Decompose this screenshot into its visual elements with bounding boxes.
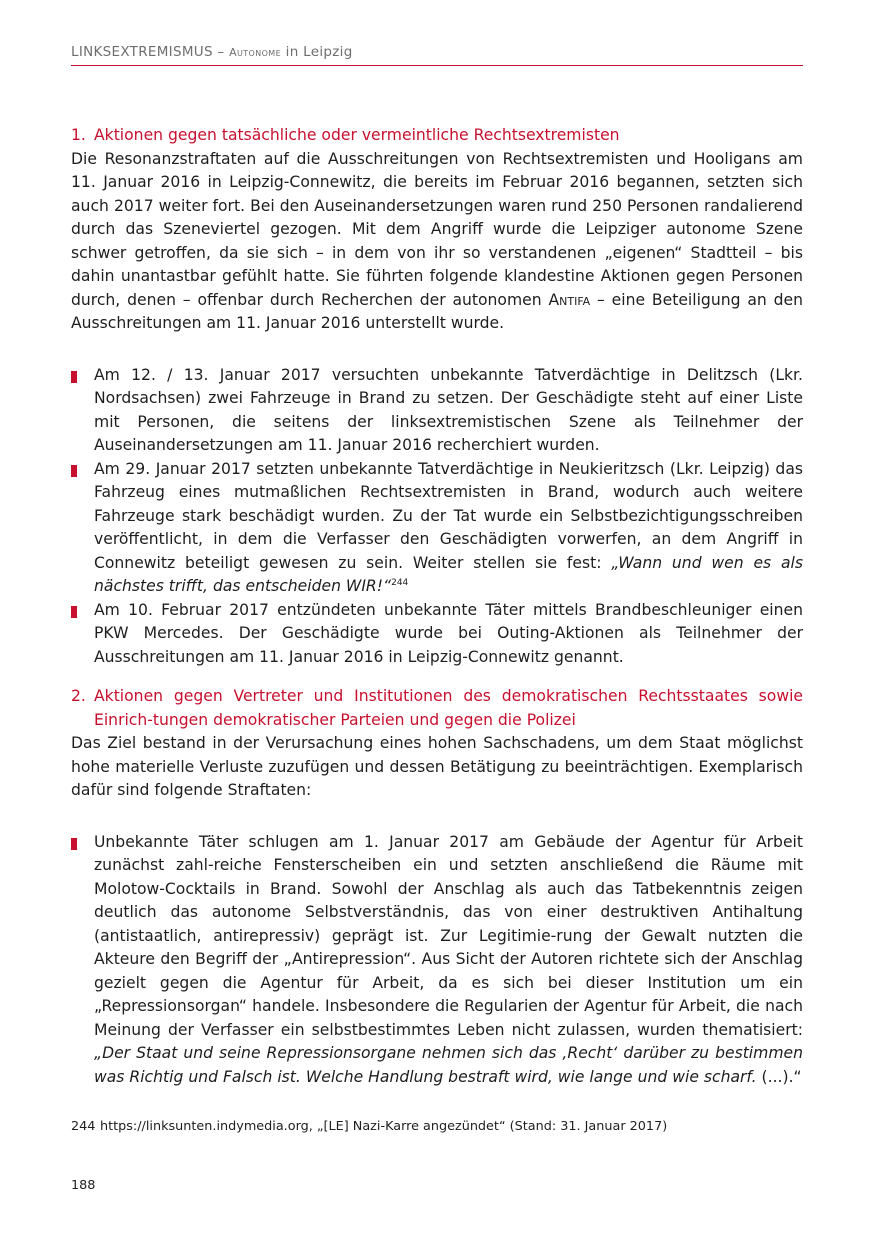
section-1-heading <box>71 124 803 148</box>
bullet-marker <box>71 838 77 850</box>
list-item-quote: „Wann und wen es als nächstes trifft, das entscheiden WIR!“ <box>94 553 803 595</box>
bullet-marker <box>71 465 77 477</box>
section-1-paragraph <box>71 148 803 336</box>
section-2-heading <box>71 685 803 732</box>
section-1-title: Aktionen gegen tatsächliche oder vermeintliche Rechtsextremisten <box>94 126 620 144</box>
running-header <box>71 44 803 60</box>
main-content <box>71 124 803 1089</box>
section-2-paragraph: Das Ziel bestand in der Verursachung eines hohen Sachschadens, um dem Staat möglichst hohe materielle Verluste zuzufügen und dessen Betätigung zu beeinträchtigen. Exemplarisch dafür sind folgende Straftaten: <box>71 734 803 799</box>
footnote-reference[interactable]: 244 <box>391 578 409 588</box>
bullet-marker <box>71 606 77 618</box>
spacer <box>71 669 803 685</box>
section-2-bullet-list <box>71 831 803 1090</box>
section-1-paragraph-smallcaps: Antifa <box>548 290 591 309</box>
running-header-title: LINKSEXTREMISMUS <box>71 44 213 60</box>
page-number: 188 <box>71 1178 96 1193</box>
running-header-separator: – <box>212 44 230 60</box>
list-item-tail: (...).“ <box>756 1067 802 1086</box>
footnote-number: 244 <box>71 1119 96 1134</box>
footnote-link[interactable]: https://linksunten.indymedia.org, „[LE] Nazi-Karre angezündet“ (Stand: 31. Januar 2017) <box>100 1119 668 1134</box>
spacer <box>71 336 803 364</box>
header-rule <box>71 65 803 66</box>
spacer <box>71 803 803 831</box>
section-1-bullet-list <box>71 364 803 670</box>
list-item-quote: „Der Staat und seine Repressionsorgane nehmen sich das ‚Recht‘ darüber zu bestimmen was Richtig und Falsch ist. Welche Handlung bestraft wird, wie lange und wie scharf. <box>94 1044 803 1086</box>
list-item <box>71 364 803 458</box>
bullet-marker <box>71 371 77 383</box>
section-2-title: Aktionen gegen Vertreter und Institutionen des demokratischen Rechtsstaates sowie Einrich-tungen demokratischer Parteien und gegen die Polizei <box>94 687 803 729</box>
list-item-text: Am 29. Januar 2017 setzten unbekannte Tatverdächtige in Neukieritzsch (Lkr. Leipzig) das Fahrzeug eines mutmaßlichen Rechtsextremisten in Brand, wodurch auch weitere Fahrzeuge stark beschädigt wurden. Zu der Tat wurde ein Selbstbezichtigungsschreiben veröffentlicht, in dem die Verfasser den Geschädigten vorwerfen, an dem Angriff in Connewitz beteiligt gewesen zu sein. Weiter stellen sie fest: <box>94 459 803 572</box>
list-item <box>71 599 803 670</box>
list-item <box>71 458 803 599</box>
running-header-subtitle-smallcaps: Autonome <box>229 46 282 59</box>
list-item-text: Unbekannte Täter schlugen am 1. Januar 2017 am Gebäude der Agentur für Arbeit zunächst zahl-reiche Fensterscheiben ein und setzten anschließend die Räume mit Molotow-Cocktails in Brand. Sowohl der Anschlag als auch das Tatbekenntnis zeigen deutlich das autonome Selbstverständnis, das von einer destruktiven Antihaltung (antistaatlich, antirepressiv) geprägt ist. Zur Legitimie-rung der Gewalt nutzten die Akteure den Begriff der „Antirepression“. Aus Sicht der Autoren richtete sich der Anschlag gezielt gegen die Agentur für Arbeit, da es sich bei dieser Institution um ein „Repressionsorgan“ handele. Insbesondere die Regularien der Agentur für Arbeit, die nach Meinung der Verfasser ein selbstbestimmtes Leben nicht zulassen, wurden thematisiert: <box>94 832 803 1039</box>
list-item-text: Am 12. / 13. Januar 2017 versuchten unbekannte Tatverdächtige in Delitzsch (Lkr. Nordsachsen) zwei Fahrzeuge in Brand zu setzen. Der Geschädigte steht auf einer Liste mit Personen, die seitens der linksextremistischen Szene als Teilnehmer der Auseinandersetzungen am 11. Januar 2016 recherchiert wurden. <box>94 365 803 454</box>
list-item-text: Am 10. Februar 2017 entzündeten unbekannte Täter mittels Brandbeschleuniger einen PKW Mercedes. Der Geschädigte wurde bei Outing-Aktionen als Teilnehmer der Ausschreitungen am 11. Januar 2016 in Leipzig-Connewitz genannt. <box>94 600 803 666</box>
running-header-subtitle-rest: in Leipzig <box>281 44 353 60</box>
list-item <box>71 831 803 1090</box>
section-1-paragraph-a: Die Resonanzstraftaten auf die Ausschreitungen von Rechtsextremisten und Hooligans am 11. Januar 2016 in Leipzig-Connewitz, die bereits im Februar 2016 begannen, setzten sich auch 2017 weiter fort. Bei den Auseinandersetzungen waren rund 250 Personen randalierend durch das Szeneviertel gezogen. Mit dem Angriff wurde die Leipziger autonome Szene schwer getroffen, da sie sich – in dem von ihr so verstandenen „eigenen“ Stadtteil – bis dahin unantastbar gefühlt hatte. Sie führten folgende klandestine Aktionen gegen Personen durch, denen – offenbar durch Recherchen der autonomen <box>71 149 803 309</box>
section-1-paragraph-b: – eine Beteiligung an den Ausschreitungen am 11. Januar 2016 unterstellt wurde. <box>71 290 803 332</box>
section-1-number: 1. <box>71 126 86 144</box>
footnote <box>71 1118 803 1136</box>
section-2-number: 2. <box>71 687 86 705</box>
